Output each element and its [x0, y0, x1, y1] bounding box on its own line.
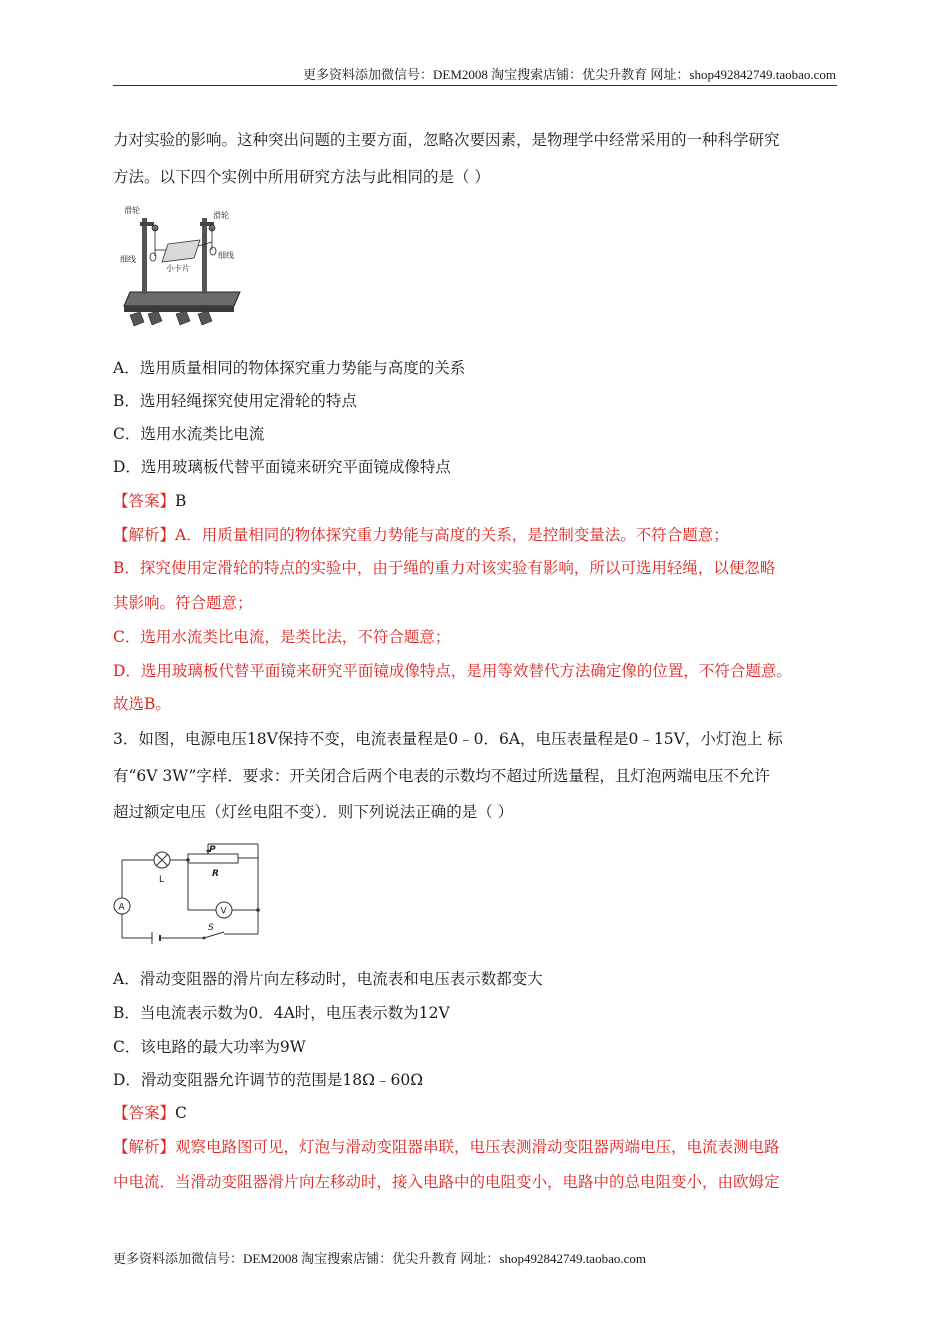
circuit-diagram — [108, 838, 268, 946]
q2-analysis-text-1: A．用质量相同的物体探究重力势能与高度的关系，是控制变量法。不符合题意； — [175, 526, 729, 544]
q3-answer-value: C — [175, 1104, 187, 1122]
label-string-right: 细线 — [218, 251, 234, 260]
label-pulley-left: 滑轮 — [124, 206, 140, 215]
q2-option-d: D．选用玻璃板代替平面镜来研究平面镜成像特点 — [113, 458, 451, 476]
q2-analysis-line-1 — [113, 523, 729, 545]
q2-option-c: C．选用水流类比电流 — [113, 425, 265, 443]
q2-analysis-line-5: D．选用玻璃板代替平面镜来研究平面镜成像特点，是用等效替代方法确定像的位置，不符合题意。 — [113, 662, 792, 680]
label-rheostat: R — [212, 869, 219, 879]
label-pulley-right: 滑轮 — [213, 211, 229, 220]
header-divider — [113, 85, 837, 86]
q2-answer-tag: 【答案】 — [113, 492, 176, 510]
label-card: 小卡片 — [166, 264, 190, 273]
label-lamp: L — [159, 875, 165, 885]
q3-option-a: A．滑动变阻器的滑片向左移动时，电流表和电压表示数都变大 — [113, 970, 543, 988]
page-header: 更多资料添加微信号：DEM2008 淘宝搜索店铺：优尖升教育 网址：shop492842749.taobao.com — [303, 67, 836, 82]
q3-stem-line-1: 3．如图，电源电压18V保持不变，电流表量程是0﹣0．6A，电压表量程是0﹣15V，小灯泡上 标 — [113, 730, 783, 748]
q2-intro-line-1: 力对实验的影响。这种突出问题的主要方面，忽略次要因素，是物理学中经常采用的一种科学研究 — [113, 131, 780, 149]
label-switch: S — [208, 923, 214, 933]
q3-option-b: B．当电流表示数为0．4A时，电压表示数为12V — [113, 1004, 450, 1022]
label-ammeter: A — [118, 902, 125, 913]
q2-option-b: B．选用轻绳探究使用定滑轮的特点 — [113, 392, 357, 410]
q3-analysis-line-1 — [113, 1135, 780, 1157]
label-voltmeter: V — [220, 906, 227, 917]
q3-answer-tag: 【答案】 — [113, 1104, 176, 1122]
q2-intro-line-2: 方法。以下四个实例中所用研究方法与此相同的是（ ） — [113, 168, 490, 186]
q2-analysis-line-2: B．探究使用定滑轮的特点的实验中，由于绳的重力对该实验有影响，所以可选用轻绳，以便忽略 — [113, 559, 776, 577]
q3-stem-line-3: 超过额定电压（灯丝电阻不变）．则下列说法正确的是（ ） — [113, 803, 514, 821]
q2-analysis-line-3: 其影响。符合题意； — [113, 594, 253, 612]
q2-analysis-tag: 【解析】 — [113, 526, 176, 544]
label-string-left: 细线 — [120, 255, 136, 264]
q2-option-a: A．选用质量相同的物体探究重力势能与高度的关系 — [113, 359, 466, 377]
q3-stem-line-2: 有“6V 3W”字样．要求：开关闭合后两个电表的示数均不超过所选量程，且灯泡两端电压不允许 — [113, 767, 770, 785]
q2-analysis-line-6: 故选B。 — [113, 695, 171, 713]
q2-answer-value: B — [175, 492, 187, 510]
q3-analysis-tag: 【解析】 — [113, 1138, 176, 1156]
q3-option-d: D．滑动变阻器允许调节的范围是18Ω﹣60Ω — [113, 1071, 424, 1089]
q2-analysis-line-4: C．选用水流类比电流，是类比法，不符合题意； — [113, 628, 451, 646]
q3-analysis-text-1: 观察电路图可见，灯泡与滑动变阻器串联，电压表测滑动变阻器两端电压，电流表测电路 — [175, 1138, 780, 1156]
q3-option-c: C．该电路的最大功率为9W — [113, 1038, 306, 1056]
q3-analysis-line-2: 中电流．当滑动变阻器滑片向左移动时，接入电路中的电阻变小，电路中的总电阻变小，由欧姆定 — [113, 1173, 780, 1191]
q2-answer-line — [113, 489, 186, 511]
pulley-apparatus-figure — [120, 200, 250, 332]
q3-answer-line — [113, 1101, 187, 1123]
label-slider: P — [209, 845, 216, 855]
page-footer: 更多资料添加微信号：DEM2008 淘宝搜索店铺：优尖升教育 网址：shop492842749.taobao.com — [113, 1251, 646, 1266]
